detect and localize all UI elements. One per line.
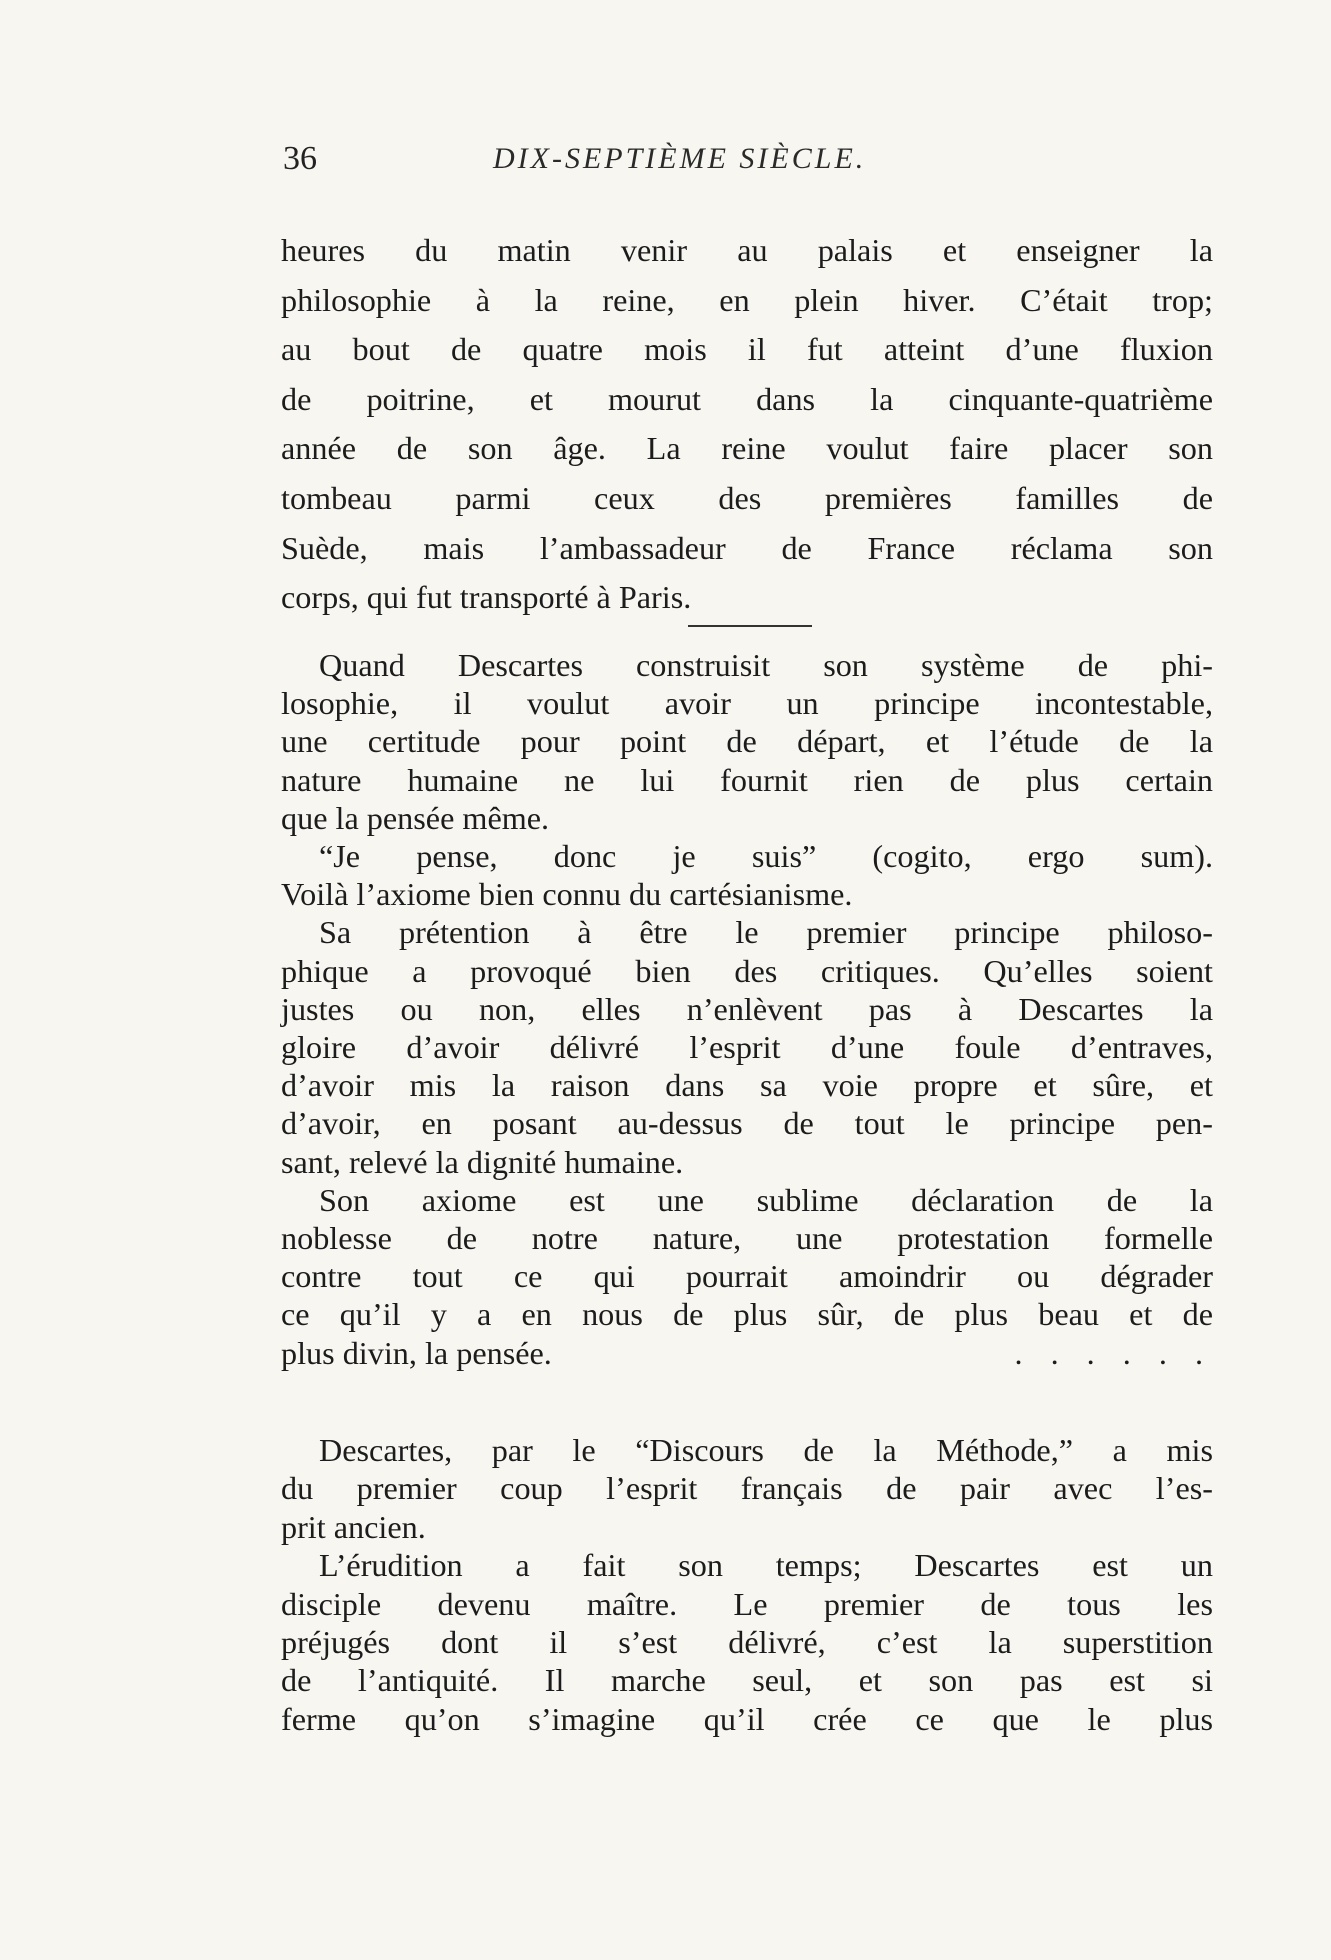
ellipsis: . . . . . . xyxy=(1014,1334,1213,1371)
text-line: préjugés dont il s’est délivré, c’est la superstition xyxy=(281,1624,1213,1661)
section-discours xyxy=(281,1431,1213,1738)
text-line: Descartes, par le “Discours de la Méthode,” a mis xyxy=(319,1432,1213,1468)
text-line: prit ancien. xyxy=(281,1508,426,1545)
text-line: d’avoir mis la raison dans sa voie propre et sûre, et xyxy=(281,1067,1213,1104)
page-header xyxy=(283,140,1213,190)
text-line: sant, relevé la dignité humaine. xyxy=(281,1143,684,1180)
text-line-with-ellipsis xyxy=(281,1334,1213,1372)
text-line: Voilà l’axiome bien connu du cartésianisme. xyxy=(281,876,853,913)
text-line: une certitude pour point de départ, et l’étude de la xyxy=(281,723,1213,760)
text-line: d’avoir, en posant au-dessus de tout le principe pen- xyxy=(281,1105,1213,1142)
text-line: Suède, mais l’ambassadeur de France réclama son xyxy=(281,529,1213,566)
text-line: contre tout ce qui pourrait amoindrir ou dégrader xyxy=(281,1258,1213,1295)
text-line: losophie, il voulut avoir un principe incontestable, xyxy=(281,685,1213,722)
text-line: que la pensée même. xyxy=(281,799,550,836)
paragraph-descartes-death xyxy=(281,226,1213,623)
text-line: justes ou non, elles n’enlèvent pas à Descartes la xyxy=(281,990,1213,1027)
text-line: heures du matin venir au palais et enseigner la xyxy=(281,232,1213,268)
text-line: philosophie à la reine, en plein hiver. C’était trop; xyxy=(281,281,1213,318)
text-line: noblesse de notre nature, une protestation formelle xyxy=(281,1220,1213,1257)
text-line: plus divin, la pensée. xyxy=(281,1334,552,1371)
text-line: de poitrine, et mourut dans la cinquante-quatrième xyxy=(281,380,1213,417)
text-line: ce qu’il y a en nous de plus sûr, de plus beau et de xyxy=(281,1296,1213,1333)
text-line: Quand Descartes construisit son système de phi- xyxy=(319,647,1213,683)
running-title: DIX-SEPTIÈME SIÈCLE. xyxy=(493,142,867,175)
text-line: corps, qui fut transporté à Paris. xyxy=(281,579,692,616)
text-line: disciple devenu maître. Le premier de tous les xyxy=(281,1585,1213,1622)
text-line: phique a provoqué bien des critiques. Qu’elles soient xyxy=(281,952,1213,989)
text-line: au bout de quatre mois il fut atteint d’une fluxion xyxy=(281,331,1213,368)
text-line: nature humaine ne lui fournit rien de plus certain xyxy=(281,761,1213,798)
section-divider xyxy=(688,625,812,627)
text-line: de l’antiquité. Il marche seul, et son pas est si xyxy=(281,1662,1213,1699)
text-line: Son axiome est une sublime déclaration de la xyxy=(319,1181,1213,1218)
page-number: 36 xyxy=(283,140,317,177)
text-line: Sa prétention à être le premier principe philoso- xyxy=(319,914,1213,951)
text-line: du premier coup l’esprit français de pair avec l’es- xyxy=(281,1470,1213,1507)
text-line: gloire d’avoir délivré l’esprit d’une foule d’entraves, xyxy=(281,1029,1213,1066)
text-line: “Je pense, donc je suis” (cogito, ergo sum). xyxy=(319,838,1213,875)
text-line: année de son âge. La reine voulut faire placer son xyxy=(281,430,1213,467)
text-line: ferme qu’on s’imagine qu’il crée ce que le plus xyxy=(281,1700,1213,1737)
section-cogito xyxy=(281,646,1213,1372)
text-line: L’érudition a fait son temps; Descartes est un xyxy=(319,1547,1213,1584)
text-line: tombeau parmi ceux des premières familles de xyxy=(281,479,1213,516)
